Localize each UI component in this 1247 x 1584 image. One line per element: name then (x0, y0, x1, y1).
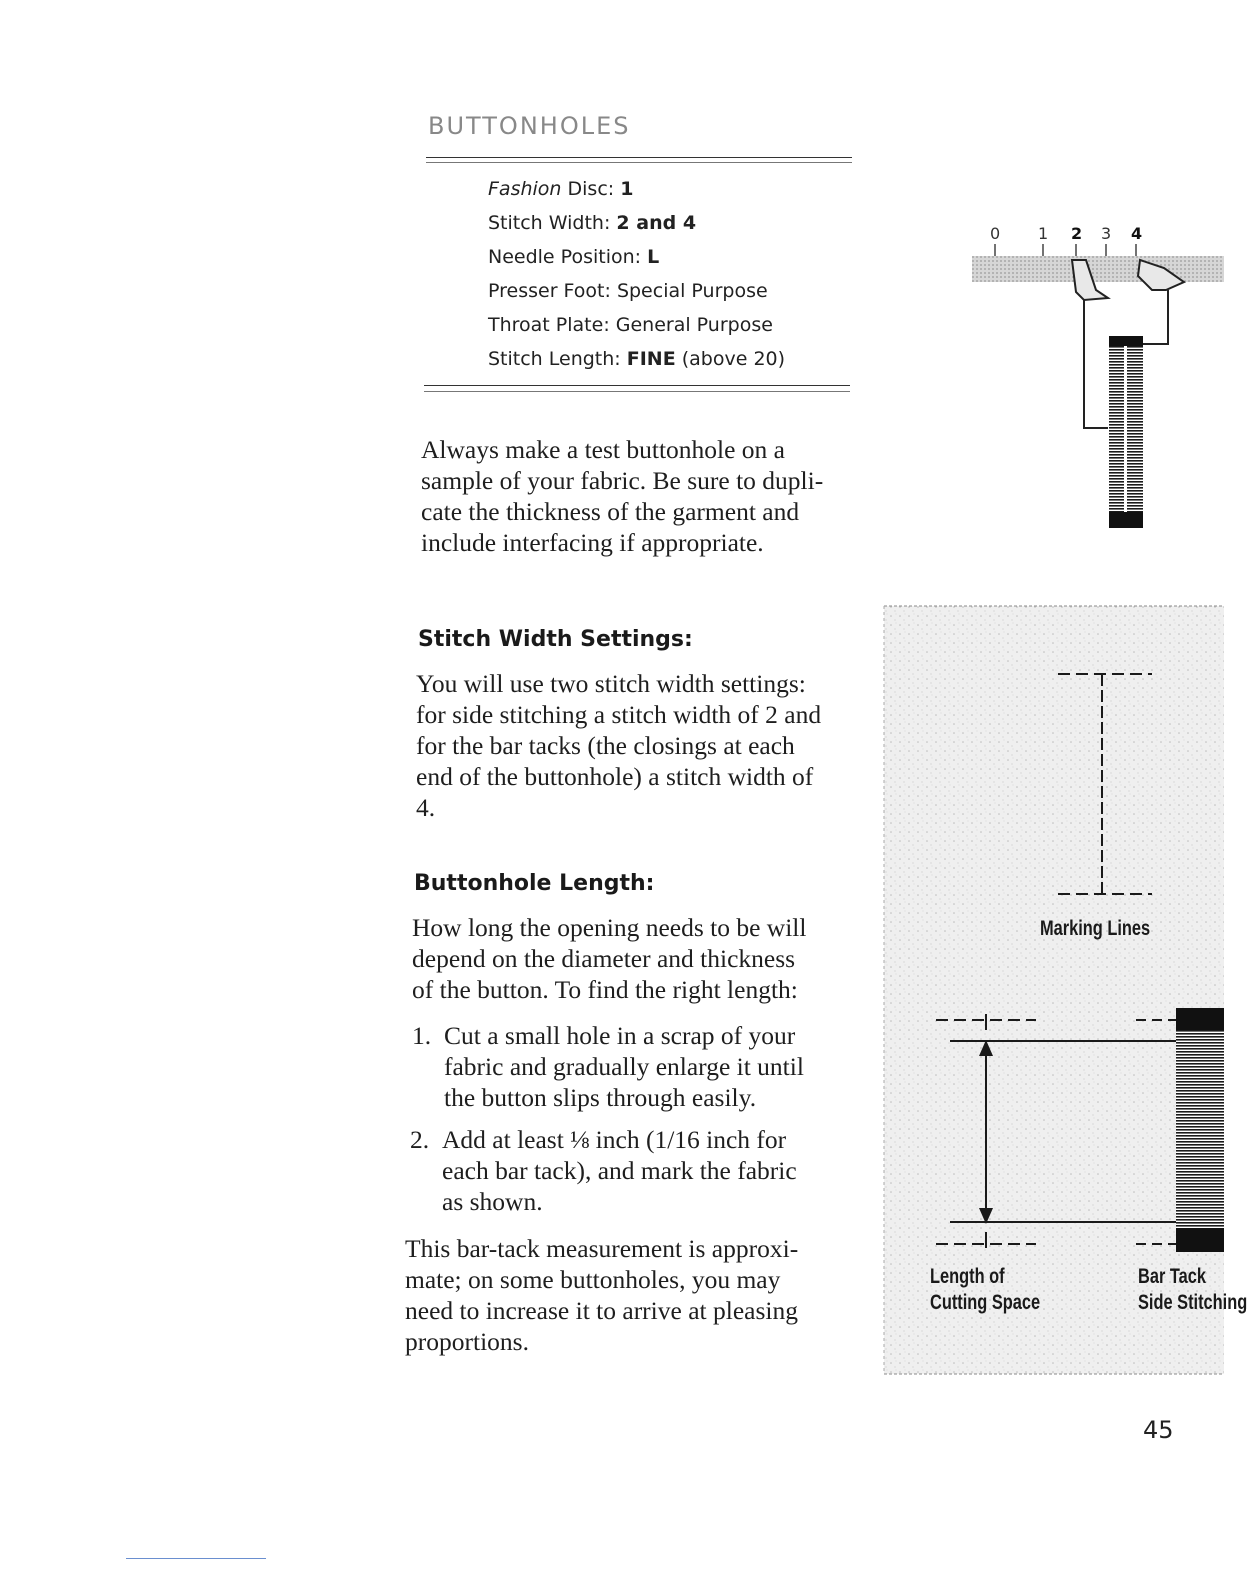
step-item (410, 1124, 850, 1219)
setting-fashion-disc (488, 174, 785, 208)
finished-bar-tack-bottom (1176, 1228, 1224, 1252)
text-line: 4. (416, 793, 436, 822)
connector-4 (1140, 290, 1168, 344)
text-line: This bar-tack measurement is approxi- (405, 1234, 799, 1263)
label-line: Length of (930, 1265, 1005, 1288)
text-line: mate; on some buttonholes, you may (405, 1265, 781, 1294)
setting-presser-foot (488, 276, 785, 310)
text-line: include interfacing if appropriate. (421, 528, 764, 557)
dial-illustration (968, 220, 1224, 540)
buttonhole-length-heading: Buttonhole Length: (414, 871, 655, 896)
setting-label: Stitch Length: (488, 348, 627, 370)
stitch-width-heading: Stitch Width Settings: (418, 627, 693, 652)
setting-value: 2 and 4 (616, 212, 697, 234)
step-item (412, 1020, 852, 1115)
dial-number: 0 (990, 224, 1001, 243)
top-rule-secondary (426, 162, 852, 163)
top-rule (426, 157, 852, 158)
text-line: as shown. (442, 1187, 543, 1216)
setting-value: FINE (626, 348, 676, 370)
setting-label: Presser Foot: (488, 280, 617, 302)
buttonhole-marking-figure (880, 604, 1247, 1380)
setting-value: Special Purpose (616, 280, 768, 302)
label-line: Cutting Space (930, 1291, 1041, 1314)
connector-2 (1084, 300, 1108, 428)
text-line: for the bar tacks (the closings at each (416, 731, 795, 760)
bar-tack-top (1109, 336, 1143, 346)
bar-tack-bottom (1109, 512, 1143, 528)
bartack-label (1138, 1264, 1247, 1316)
text-line: cate the thickness of the garment and (421, 497, 800, 526)
dial-strip (972, 256, 1224, 282)
step-number: 1. (412, 1021, 432, 1050)
text-line: the button slips through easily. (444, 1083, 757, 1112)
text-line: for side stitching a stitch width of 2 and (416, 700, 822, 729)
text-line: How long the opening needs to be will (412, 913, 807, 942)
page-number: 45 (1143, 1416, 1174, 1444)
finished-bar-tack-top (1176, 1008, 1224, 1030)
dial-number: 1 (1038, 224, 1049, 243)
label-line: Side Stitching (1138, 1291, 1247, 1314)
text-line: You will use two stitch width settings: (416, 669, 806, 698)
bartack-label-clip (1138, 1264, 1247, 1324)
setting-value: General Purpose (615, 314, 773, 336)
text-line: fabric and gradually enlarge it until (444, 1052, 804, 1081)
cutting-space-label (930, 1264, 1040, 1316)
text-line: of the button. To find the right length: (412, 975, 798, 1004)
setting-label: Stitch Width: (488, 212, 617, 234)
side-stitching-divider (1124, 346, 1127, 512)
setting-label: Disc: (561, 178, 621, 200)
setting-throat-plate (488, 310, 785, 344)
label-line: Bar Tack (1138, 1265, 1206, 1288)
setting-value: L (647, 246, 660, 268)
step-number: 2. (410, 1125, 430, 1154)
setting-stitch-length (488, 344, 785, 378)
section-title: BUTTONHOLES (428, 112, 631, 140)
fabric-swatch (884, 606, 1224, 1374)
setting-value: 1 (620, 178, 634, 200)
text-line: Always make a test buttonhole on a (421, 435, 785, 464)
marking-lines-label: Marking Lines (1040, 917, 1151, 940)
stitch-width-paragraph (416, 668, 861, 823)
intro-paragraph (421, 434, 861, 558)
length-paragraph (412, 912, 857, 1005)
text-line: sample of your fabric. Be sure to dupli- (421, 466, 824, 495)
text-line: each bar tack), and mark the fabric (442, 1156, 797, 1185)
footer-line (126, 1558, 266, 1559)
setting-label: Throat Plate: (488, 314, 616, 336)
setting-value-note: (above 20) (675, 348, 786, 370)
setting-needle-position (488, 242, 785, 276)
note-paragraph (405, 1233, 855, 1357)
settings-bottom-rule (424, 385, 850, 386)
text-line: depend on the diameter and thickness (412, 944, 796, 973)
settings-bottom-rule-secondary (424, 391, 850, 392)
setting-label: Needle Position: (488, 246, 648, 268)
text-line: proportions. (405, 1327, 529, 1356)
settings-list (488, 174, 785, 378)
text-line: need to increase it to arrive at pleasing (405, 1296, 798, 1325)
dial-number: 4 (1131, 224, 1143, 243)
stitch-width-dial-figure (968, 220, 1224, 540)
text-line: end of the buttonhole) a stitch width of (416, 762, 814, 791)
finished-side-stitching (1176, 1030, 1224, 1228)
setting-label: Fashion (488, 178, 562, 200)
text-line: Cut a small hole in a scrap of your (444, 1021, 796, 1050)
dial-number: 3 (1101, 224, 1112, 243)
setting-stitch-width (488, 208, 785, 242)
text-line: Add at least ⅛ inch (1/16 inch for (442, 1125, 787, 1154)
dial-number: 2 (1071, 224, 1083, 243)
dial-ticks (995, 244, 1136, 256)
